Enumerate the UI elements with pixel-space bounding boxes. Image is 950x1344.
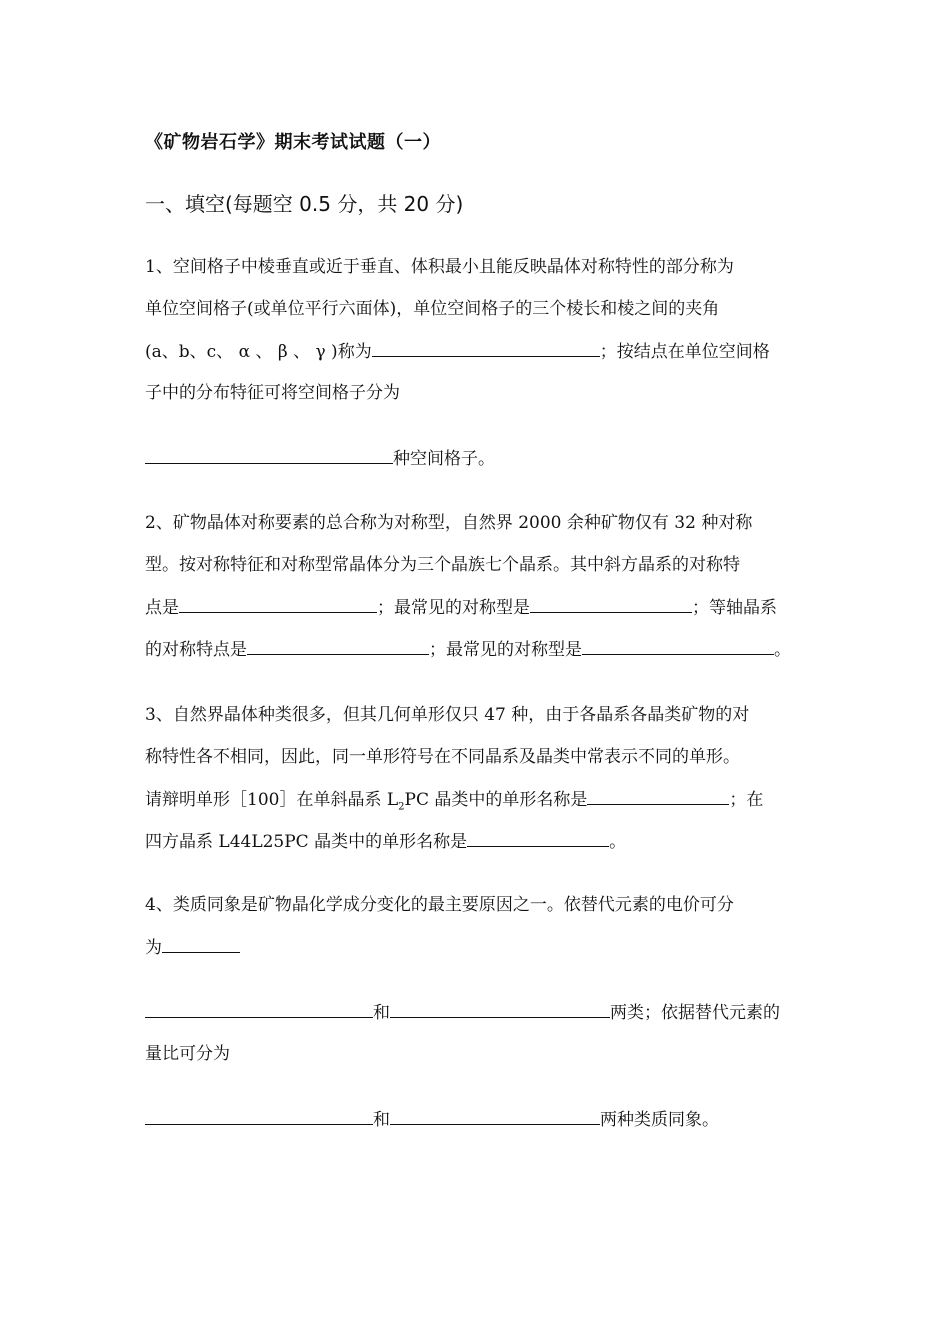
q3-line-3-mid: PC 晶类中的单形名称是: [404, 790, 588, 810]
q4-blank-3[interactable]: [390, 1000, 610, 1018]
q1-line-3: [145, 339, 770, 364]
q2-blank-2[interactable]: [530, 595, 692, 613]
q1-line-1: 1、空间格子中棱垂直或近于垂直、体积最小且能反映晶体对称特性的部分称为: [145, 257, 734, 277]
q3-blank-1[interactable]: [587, 787, 729, 805]
q4-blank-5[interactable]: [390, 1107, 600, 1125]
q3-line-1: 3、自然界晶体种类很多，但其几何单形仅只 47 种，由于各晶系各晶类矿物的对: [145, 705, 750, 725]
q3-line-4: [145, 829, 626, 854]
q4-line-5-and: 和: [373, 1110, 390, 1130]
q2-line-4: [145, 637, 791, 662]
q4-blank-1[interactable]: [162, 935, 240, 953]
q1-blank-2[interactable]: [145, 446, 393, 464]
q4-line-2-text: 为: [145, 938, 162, 958]
q4-line-4: 量比可分为: [145, 1044, 230, 1064]
q2-line-3-mid: ；最常见的对称型是: [377, 598, 530, 618]
q4-line-5-tail: 两种类质同象。: [600, 1110, 719, 1130]
q1-line-3-tail: ；按结点在单位空间格: [599, 342, 770, 362]
q4-line-3: [145, 1000, 780, 1025]
q2-line-2: 型。按对称特征和对称型常晶体分为三个晶族七个晶系。其中斜方晶系的对称特: [145, 555, 740, 575]
q2-line-4-text: 的对称特点是: [145, 640, 247, 660]
section-heading: 一、填空(每题空 0.5 分，共 20 分): [145, 192, 464, 216]
q4-line-5: [145, 1107, 719, 1132]
q4-line-1: 4、类质同象是矿物晶化学成分变化的最主要原因之一。依替代元素的电价可分: [145, 895, 734, 915]
q3-line-3-tail: ；在: [729, 790, 764, 810]
q2-line-4-mid: ；最常见的对称型是: [429, 640, 582, 660]
q2-line-3-tail: ；等轴晶系: [692, 598, 777, 618]
q1-line-3-text: (a、b、c、 α 、 β 、 γ )称为: [145, 342, 372, 362]
q2-blank-3[interactable]: [247, 637, 429, 655]
q1-line-5: [145, 446, 495, 471]
q4-blank-4[interactable]: [145, 1107, 373, 1125]
q3-line-3: [145, 787, 763, 819]
q3-subscript: 2: [398, 801, 405, 813]
q4-line-3-tail: 两类；依据替代元素的: [610, 1003, 780, 1023]
q2-blank-4[interactable]: [582, 637, 774, 655]
q2-blank-1[interactable]: [179, 595, 377, 613]
q4-blank-2[interactable]: [145, 1000, 373, 1018]
q1-line-2: 单位空间格子(或单位平行六面体)，单位空间格子的三个棱长和棱之间的夹角: [145, 299, 720, 319]
q1-blank-1[interactable]: [372, 339, 600, 357]
q2-line-4-tail: 。: [774, 640, 791, 660]
exam-title: 《矿物岩石学》期末考试试题（一）: [145, 132, 441, 153]
q2-line-1: 2、矿物晶体对称要素的总合称为对称型，自然界 2000 余种矿物仅有 32 种对称: [145, 513, 753, 533]
q3-line-2: 称特性各不相同，因此，同一单形符号在不同晶系及晶类中常表示不同的单形。: [145, 747, 740, 767]
q3-line-4-tail: 。: [609, 832, 627, 852]
q2-line-3: [145, 595, 777, 620]
q3-line-4-text: 四方晶系 L44L25PC 晶类中的单形名称是: [145, 832, 468, 852]
q3-blank-2[interactable]: [467, 829, 609, 847]
q4-line-3-and: 和: [373, 1003, 390, 1023]
q2-line-3-text: 点是: [145, 598, 179, 618]
q3-line-3-text: 请辩明单形［100］在单斜晶系 L: [145, 790, 399, 810]
q1-line-4: 子中的分布特征可将空间格子分为: [145, 383, 400, 403]
q1-line-5-tail: 种空间格子。: [393, 449, 495, 469]
q4-line-2: [145, 935, 240, 960]
